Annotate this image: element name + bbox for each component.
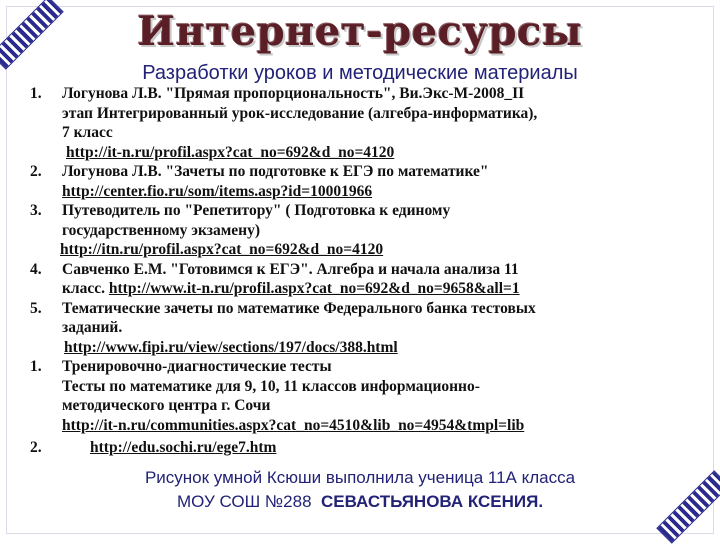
- resource-list: [30, 84, 690, 458]
- item-text: Тесты по математике для 9, 10, 11 классов информационно-: [62, 377, 480, 395]
- resource-link[interactable]: http://www.fipi.ru/view/sections/197/docs/388.html: [64, 338, 398, 356]
- item-number: 1.: [30, 85, 42, 102]
- item-number: 5.: [30, 299, 42, 317]
- list-item: [30, 162, 690, 201]
- item-text: Тренировочно-диагностические тесты: [62, 358, 332, 375]
- item-number: 1.: [30, 358, 42, 375]
- author-name: СЕВАСТЬЯНОВА КСЕНИЯ.: [320, 492, 544, 511]
- school-name: МОУ СОШ №288: [176, 492, 312, 511]
- item-text: Логунова Л.В. "Зачеты по подготовке к ЕГЭ по математике": [62, 163, 489, 180]
- list-item: [30, 299, 690, 358]
- list-item: [30, 260, 690, 299]
- resource-link[interactable]: http://it-n.ru/profil.aspx?cat_no=692&d_no=4120: [66, 143, 395, 161]
- list-item: [30, 84, 690, 162]
- item-text: Путеводитель по "Репетитору" ( Подготовка к единому: [62, 202, 451, 219]
- item-text: Савченко Е.М. "Готовимся к ЕГЭ". Алгебра и начала анализа 11: [62, 260, 519, 278]
- resource-link[interactable]: http://www.it-n.ru/profil.aspx?cat_no=692&d_no=9658&all=1: [108, 280, 520, 297]
- footer-author: [0, 492, 720, 512]
- item-number: 2.: [30, 163, 42, 180]
- item-text: класс.: [62, 280, 106, 297]
- item-text: заданий.: [62, 319, 123, 336]
- item-text: этап Интегрированный урок-исследование (алгебра-информатика),: [62, 104, 538, 122]
- item-text: государственному экзамену): [62, 221, 260, 239]
- resource-link[interactable]: http://center.fio.ru/som/items.asp?id=10001966: [62, 182, 373, 200]
- item-text: методического центра г. Сочи: [62, 397, 271, 414]
- list-item: [30, 357, 690, 435]
- item-number: 4.: [30, 260, 42, 278]
- item-number: 3.: [30, 202, 42, 219]
- resource-link[interactable]: http://itn.ru/profil.aspx?cat_no=692&d_no=4120: [60, 241, 384, 258]
- footer-credit: Рисунок умной Ксюши выполнила ученица 11А класса: [144, 468, 576, 487]
- item-text: Логунова Л.В. "Прямая пропорциональность", Ви.Экс-М-2008_II: [62, 85, 525, 102]
- item-number: 2.: [30, 439, 42, 456]
- page-subtitle: Разработки уроков и методические материалы: [142, 62, 578, 84]
- item-text: Тематические зачеты по математике Федерального банка тестовых: [62, 299, 536, 317]
- item-text: 7 класс: [62, 124, 113, 141]
- resource-link[interactable]: http://it-n.ru/communities.aspx?cat_no=4510&lib_no=4954&tmpl=lib: [62, 416, 525, 434]
- list-item: [30, 201, 690, 260]
- resource-link[interactable]: http://edu.sochi.ru/ege7.htm: [90, 439, 277, 456]
- list-item: [30, 438, 690, 458]
- page-title: Интернет-ресурсы: [137, 8, 583, 55]
